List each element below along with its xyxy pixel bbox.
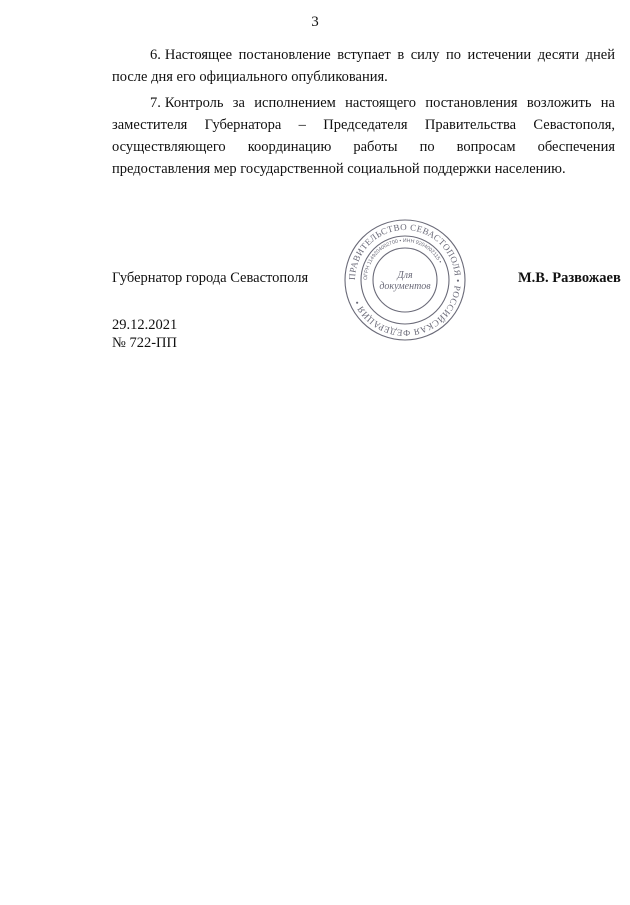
paragraph-6	[112, 44, 615, 88]
paragraph-7-text: Контроль за исполнением настоящего постановления возложить на заместителя Губернатора – Председателя Правительства Севастополя, осуществляющего координацию работы по вопросам обеспечения предоставления мер государственной социальной поддержки населению.	[112, 95, 615, 177]
paragraph-7	[112, 92, 615, 180]
official-seal-stamp	[343, 218, 467, 342]
paragraph-6-text: Настоящее постановление вступает в силу по истечении десяти дней после дня его официального опубликования.	[112, 47, 615, 85]
signatory-title: Губернатор города Севастополя	[112, 270, 309, 286]
document-number: № 722-ПП	[112, 335, 177, 351]
seal-inner-text: ОГРН 1149204002700 • ИНН 9204002115 •	[362, 237, 443, 281]
page-number: 3	[311, 14, 319, 30]
seal-center-line-1: Для	[397, 270, 413, 281]
signatory-name: М.В. Развожаев	[518, 270, 621, 286]
seal-outer-text: ПРАВИТЕЛЬСТВО СЕВАСТОПОЛЯ • РОССИЙСКАЯ ФЕДЕРАЦИЯ •	[346, 221, 464, 339]
document-date: 29.12.2021	[112, 317, 178, 333]
seal-center-line-2: документов	[379, 281, 431, 292]
paragraph-6-number: 6.	[150, 47, 161, 63]
paragraph-7-number: 7.	[150, 95, 161, 111]
